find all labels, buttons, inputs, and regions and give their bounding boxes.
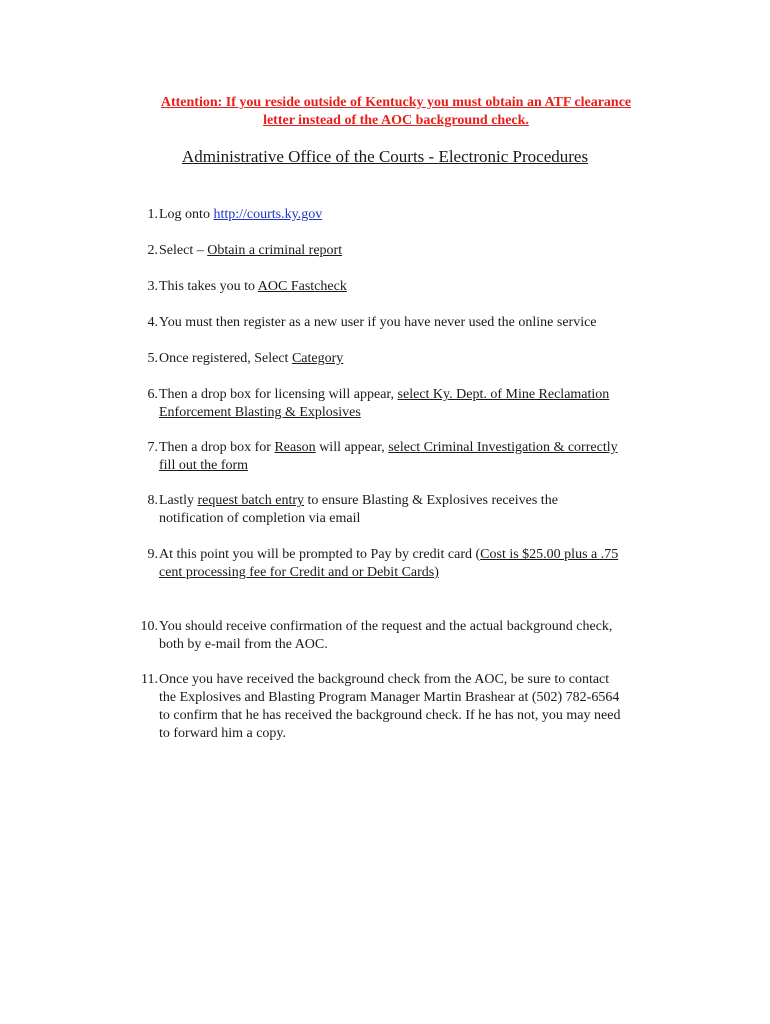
item-number: 11. (141, 672, 158, 687)
item-text-line-2: both by e-mail from the AOC. (159, 637, 328, 652)
item-text-line-2: notification of completion via email (159, 511, 361, 526)
processing-fee-text: cent processing fee for Credit and or Debit Cards) (159, 565, 439, 580)
attention-line-2: letter instead of the AOC background check. (263, 113, 529, 128)
item-text-line-3: to confirm that he has received the background check. If he has not, you may need (159, 708, 621, 723)
item-text-line-4: to forward him a copy. (159, 726, 286, 741)
blasting-explosives-text: Enforcement Blasting & Explosives (159, 405, 361, 420)
item-text-line-2: the Explosives and Blasting Program Manager Martin Brashear at (502) 782-6564 (159, 690, 620, 705)
courts-link[interactable]: http://courts.ky.gov (213, 207, 323, 222)
item-text: Then a drop box for (159, 440, 275, 455)
category-text: Category (291, 351, 344, 366)
criminal-investigation-text: select Criminal Investigation & correctly (388, 440, 618, 455)
item-text-line-1: You should receive confirmation of the request and the actual background check, (159, 619, 613, 634)
item-text: You must then register as a new user if you have never used the online service (159, 315, 597, 330)
item-text: Log onto (159, 207, 214, 222)
request-batch-entry-text: request batch entry (197, 493, 305, 508)
fill-form-text: fill out the form (159, 458, 249, 473)
item-number: 2. (147, 243, 158, 258)
item-text: At this point you will be prompted to Pay by credit card ( (159, 547, 481, 562)
item-text: Select – (159, 243, 208, 258)
item-text: Then a drop box for licensing will appear, (159, 387, 398, 402)
item-number: 4. (147, 315, 158, 330)
item-text: Once registered, Select (159, 351, 292, 366)
attention-notice (120, 94, 672, 130)
item-text: Lastly (159, 493, 198, 508)
attention-line-1: Attention: If you reside outside of Kentucky you must obtain an ATF clearance (160, 95, 632, 110)
item-number: 1. (147, 207, 158, 222)
reason-text: Reason (274, 440, 316, 455)
item-text-post: to ensure Blasting & Explosives receives the (304, 493, 558, 508)
item-number: 5. (147, 351, 158, 366)
obtain-criminal-report-text: Obtain a criminal report (207, 243, 343, 258)
item-text-line-1: Once you have received the background check from the AOC, be sure to contact (159, 672, 610, 687)
item-number: 10. (140, 619, 158, 634)
item-number: 3. (147, 279, 158, 294)
page-title: Administrative Office of the Courts - Electronic Procedures (181, 147, 589, 166)
item-number: 9. (147, 547, 158, 562)
mine-reclamation-text: select Ky. Dept. of Mine Reclamation (397, 387, 610, 402)
item-text: This takes you to (159, 279, 258, 294)
aoc-fastcheck-text: AOC Fastcheck (257, 279, 347, 294)
item-number: 8. (147, 493, 158, 508)
item-number: 6. (147, 387, 158, 402)
cost-text: Cost is $25.00 plus a .75 (480, 547, 619, 562)
item-text-mid: will appear, (315, 440, 389, 455)
item-number: 7. (147, 440, 158, 455)
